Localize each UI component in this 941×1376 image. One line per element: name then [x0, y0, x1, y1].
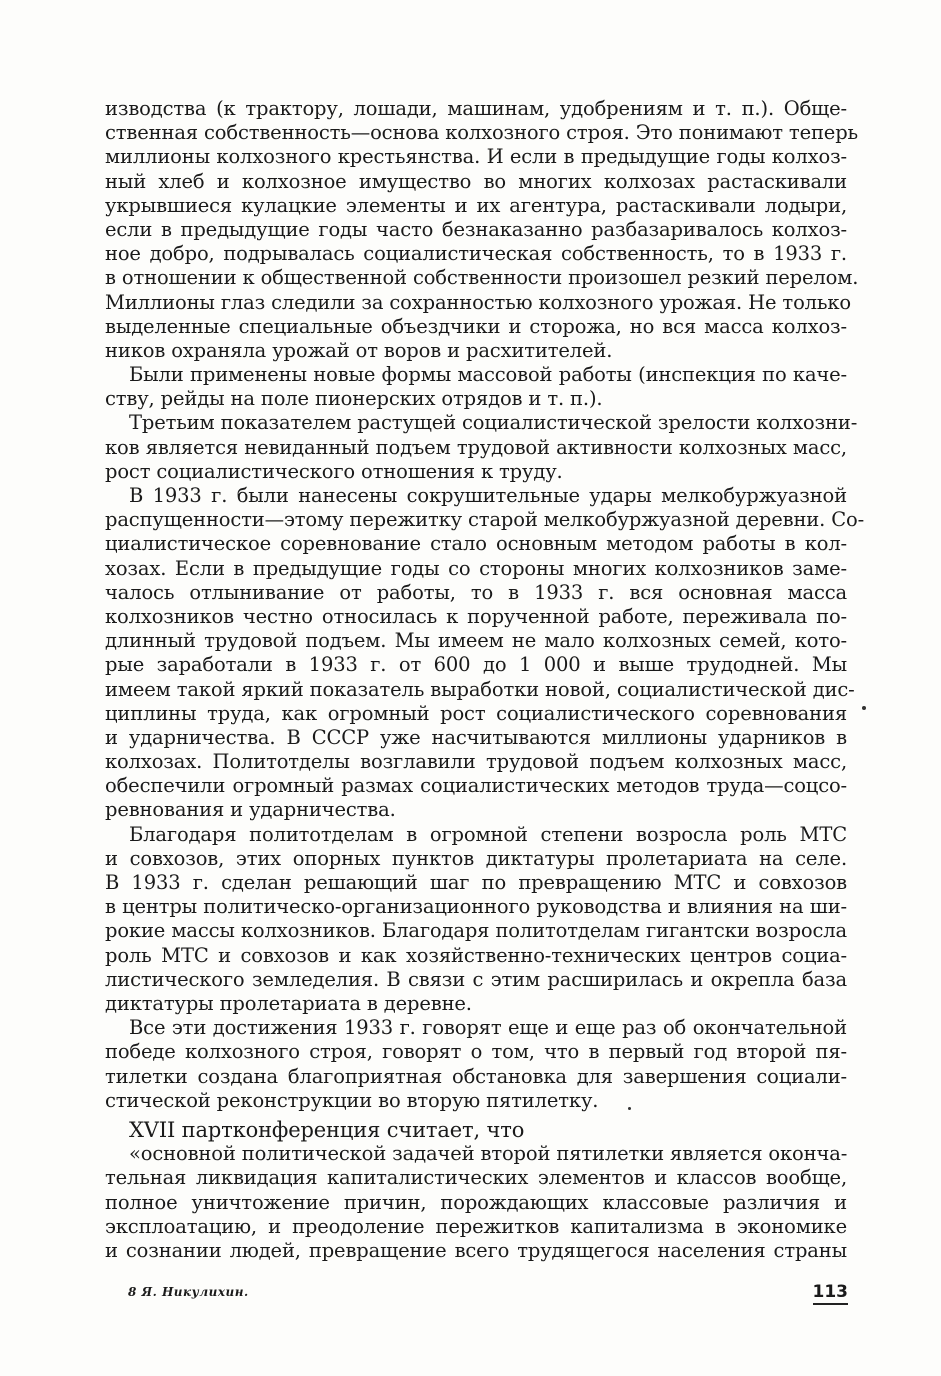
- text-line: победе колхозного строя, говорят о том, что в первый год второй пя-: [105, 1040, 847, 1064]
- paragraph: [105, 484, 865, 823]
- text-line: тилетки создана благоприятная обстановка для завершения социали-: [105, 1064, 847, 1088]
- text-line: распущенности—этому пережитку старой мелкобуржуазной деревни. Со-: [105, 508, 865, 532]
- paragraph: [105, 1016, 847, 1113]
- text-line: миллионы колхозного крестьянства. И если в предыдущие годы колхоз-: [105, 145, 847, 169]
- text-line: листического земледелия. В связи с этим расширилась и окрепла база: [105, 967, 847, 991]
- text-line: Миллионы глаз следили за сохранностью колхозного урожая. Не только: [105, 290, 851, 314]
- quote-line: полное уничтожение причин, порождающих классовые различия и: [105, 1190, 847, 1214]
- text-line: колхозников честно относилась к порученной работе, переживала по-: [105, 604, 847, 628]
- text-line: ревнования и ударничества.: [105, 798, 396, 822]
- text-line: рые заработали в 1933 г. от 600 до 1 000 и выше трудодней. Мы: [105, 653, 847, 677]
- print-speck: [862, 706, 866, 710]
- text-line: чалось отлынивание от работы, то в 1933 г. вся основная масса: [105, 580, 847, 604]
- text-line: ственная собственность—основа колхозного строя. Это понимают теперь: [105, 121, 858, 145]
- text-line: диктатуры пролетариата в деревне.: [105, 991, 472, 1015]
- text-line: ков является невиданный подъем трудовой активности колхозных масс,: [105, 435, 847, 459]
- text-line: циалистическое соревнование стало основным методом работы в кол-: [105, 532, 847, 556]
- text-line: укрывшиеся кулацкие элементы и их агентура, растаскивали лодыри,: [105, 193, 847, 217]
- text-line: колхозах. Политотделы возглавили трудовой подъем колхозных масс,: [105, 750, 847, 774]
- printer-signature: 8 Я. Никулихин.: [128, 1285, 249, 1299]
- text-line: Были применены новые формы массовой работы (инспекция по каче-: [129, 363, 847, 387]
- text-line: стической реконструкции во вторую пятилетку.: [105, 1088, 599, 1112]
- text-line: Третьим показателем растущей социалистической зрелости колхозни-: [129, 411, 858, 435]
- text-line: циплины труда, как огромный рост социалистического соревнования: [105, 701, 847, 725]
- text-line: изводства (к трактору, лошади, машинам, удобрениям и т. п.). Обще-: [105, 97, 847, 120]
- quote-heading: XVII партконференция считает, что: [129, 1118, 525, 1142]
- text-line: и ударничества. В СССР уже насчитываются миллионы ударников в: [105, 725, 847, 749]
- paragraph: [105, 823, 847, 1017]
- text-line: если в предыдущие годы часто безнаказанно разбазаривалось колхоз-: [105, 217, 847, 241]
- quote-line: эксплоатацию, и преодоление пережитков капитализма в экономике: [105, 1214, 847, 1238]
- text-line: имеем такой яркий показатель выработки новой, социалистической дис-: [105, 677, 855, 701]
- text-line: Благодаря политотделам в огромной степени возросла роль МТС: [129, 822, 847, 846]
- text-line: в отношении к общественной собственности произошел резкий перелом.: [105, 266, 859, 290]
- quote-line: «основной политической задачей второй пятилетки является оконча-: [129, 1142, 848, 1166]
- text-line: ству, рейды на поле пионерских отрядов и т. п.).: [105, 387, 603, 411]
- text-line: рокие массы колхозников. Благодаря политотделам гигантски возросла: [105, 919, 847, 943]
- quote-line: тельная ликвидация капиталистических элементов и классов вообще,: [105, 1166, 847, 1190]
- conference-quote: [105, 1118, 847, 1263]
- text-line: выделенные специальные объездчики и сторожа, но вся масса колхоз-: [105, 314, 847, 338]
- text-line: и совхозов, этих опорных пунктов диктатуры пролетариата на селе.: [105, 846, 847, 870]
- quote-line: и сознании людей, превращение всего трудящегося населения страны: [105, 1238, 847, 1262]
- text-line: ников охраняла урожай от воров и расхитителей.: [105, 338, 613, 362]
- text-line: В 1933 г. сделан решающий шаг по превращению МТС и совхозов: [105, 871, 847, 894]
- text-line: обеспечили огромный размах социалистических методов труда—соцсо-: [105, 774, 847, 798]
- text-line: длинный трудовой подъем. Мы имеем не мало колхозных семей, кото-: [105, 629, 847, 653]
- body-text: [105, 97, 865, 1113]
- paragraph: [105, 97, 859, 363]
- text-line: хозах. Если в предыдущие годы со стороны многих колхозников заме-: [105, 556, 847, 580]
- page-footer: [128, 1282, 848, 1306]
- page-number: 113: [813, 1282, 849, 1305]
- text-line: в центры политическо-организационного руководства и влияния на ши-: [105, 895, 847, 919]
- paragraph: [105, 411, 858, 484]
- text-line: В 1933 г. были нанесены сокрушительные удары мелкобуржуазной: [129, 484, 847, 507]
- paragraph: [105, 363, 847, 411]
- print-speck: [628, 1107, 631, 1110]
- text-line: рост социалистического отношения к труду.: [105, 459, 563, 483]
- text-line: Все эти достижения 1933 г. говорят еще и еще раз об окончательной: [129, 1016, 847, 1040]
- text-line: роль МТС и совхозов и как хозяйственно-технических центров социа-: [105, 943, 847, 967]
- text-line: ный хлеб и колхозное имущество во многих колхозах растаскивали: [105, 169, 847, 193]
- text-line: ное добро, подрывалась социалистическая собственность, то в 1933 г.: [105, 242, 847, 266]
